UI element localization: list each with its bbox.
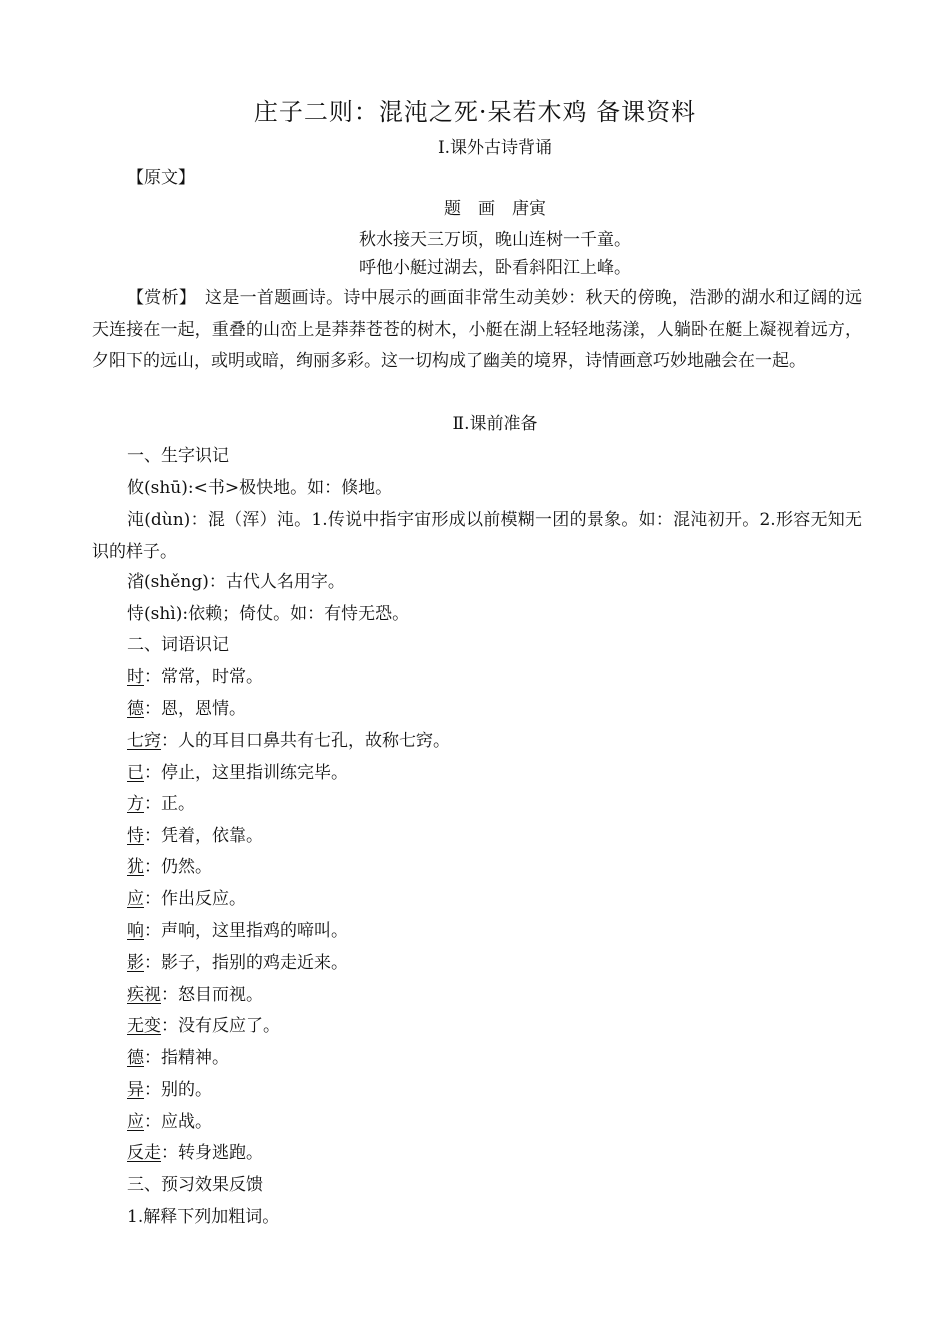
appreciation-paragraph [92, 283, 862, 378]
vocab-word: 应 [127, 889, 144, 909]
yuanwen-label: 【原文】 [127, 168, 195, 188]
vocab-item [127, 1046, 229, 1070]
vocab-word: 时 [127, 667, 144, 687]
vocab-word: 疾视 [127, 985, 161, 1005]
vocab-def: ：别的。 [144, 1080, 212, 1100]
vocab-def: ：没有反应了。 [161, 1016, 280, 1036]
vocab-word: 德 [127, 699, 144, 719]
vocab-item [127, 1141, 263, 1165]
part3-heading: 三、预习效果反馈 [127, 1175, 263, 1195]
vocab-def: ：仍然。 [144, 857, 212, 877]
vocab-word: 响 [127, 921, 144, 941]
question-1: 1.解释下列加粗词。 [127, 1207, 280, 1227]
vocab-item [127, 792, 195, 816]
vocab-word: 无变 [127, 1016, 161, 1036]
vocab-item [127, 951, 348, 975]
vocab-item [127, 697, 246, 721]
section-heading-2: Ⅱ.课前准备 [452, 414, 538, 434]
char-item-1: 攸(shū):<书>极快地。如：倏地。 [127, 478, 393, 498]
vocab-word: 异 [127, 1080, 144, 1100]
vocab-item [127, 919, 348, 943]
vocab-word: 反走 [127, 1143, 161, 1163]
vocab-item [127, 887, 246, 911]
appreciation-text: 这是一首题画诗。诗中展示的画面非常生动美妙：秋天的傍晚，浩渺的湖水和辽阔的远天连接在一起，重叠的山峦上是莽莽苍苍的树木，小艇在湖上轻轻地荡漾，人躺卧在艇上凝视着远方，夕阳下的远山，或明或暗，绚丽多彩。这一切构成了幽美的境界，诗情画意巧妙地融会在一起。 [92, 288, 863, 371]
vocab-word: 影 [127, 953, 144, 973]
char-item-3: 渻(shěng)：古代人名用字。 [127, 572, 345, 592]
poem-line-1: 秋水接天三万顷，晚山连树一千童。 [359, 230, 631, 250]
vocab-item [127, 1110, 212, 1134]
char-item-4: 恃(shì):依赖；倚仗。如：有恃无恐。 [127, 604, 410, 624]
vocab-item [127, 761, 348, 785]
vocab-def: ：指精神。 [144, 1048, 229, 1068]
vocab-item [127, 1014, 280, 1038]
vocab-def: ：影子，指别的鸡走近来。 [144, 953, 348, 973]
vocab-word: 应 [127, 1112, 144, 1132]
vocab-item [127, 855, 212, 879]
vocab-item [127, 1078, 212, 1102]
part2-heading: 二、词语识记 [127, 635, 229, 655]
vocab-def: ：恩，恩情。 [144, 699, 246, 719]
vocab-word: 犹 [127, 857, 144, 877]
vocab-def: ：停止，这里指训练完毕。 [144, 763, 348, 783]
vocab-def: ：人的耳目口鼻共有七孔，故称七窍。 [161, 731, 450, 751]
vocab-def: ：转身逃跑。 [161, 1143, 263, 1163]
char-item-2: 沌(dùn)：混（浑）沌。1.传说中指宇宙形成以前模糊一团的景象。如：混沌初开。2.形容无知无识的样子。 [92, 510, 862, 562]
vocab-item [127, 665, 263, 689]
vocab-def: ：声响，这里指鸡的啼叫。 [144, 921, 348, 941]
appreciation-label: 【赏析】 [127, 288, 188, 308]
vocab-def: ：怒目而视。 [161, 985, 263, 1005]
vocab-def: ：常常，时常。 [144, 667, 263, 687]
poem-heading: 题 画 唐寅 [444, 199, 546, 219]
part1-heading: 一、生字识记 [127, 446, 229, 466]
vocab-def: ：应战。 [144, 1112, 212, 1132]
vocab-word: 已 [127, 763, 144, 783]
vocab-word: 方 [127, 794, 144, 814]
vocab-word: 七窍 [127, 731, 161, 751]
vocab-item [127, 729, 450, 753]
vocab-word: 恃 [127, 826, 144, 846]
vocab-item [127, 983, 263, 1007]
poem-line-2: 呼他小艇过湖去，卧看斜阳江上峰。 [359, 258, 631, 278]
document-title: 庄子二则：混沌之死·呆若木鸡 备课资料 [253, 98, 697, 126]
section-heading-1: Ⅰ.课外古诗背诵 [437, 138, 553, 158]
vocab-def: ：作出反应。 [144, 889, 246, 909]
vocab-def: ：凭着，依靠。 [144, 826, 263, 846]
vocab-item [127, 824, 263, 848]
vocab-def: ：正。 [144, 794, 195, 814]
vocab-word: 德 [127, 1048, 144, 1068]
